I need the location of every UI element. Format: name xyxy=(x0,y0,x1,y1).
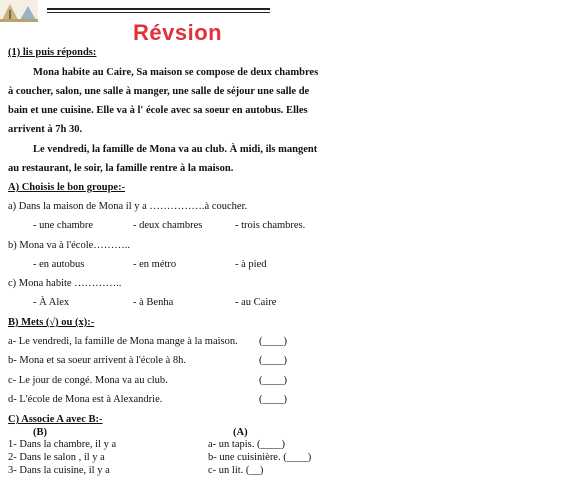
reading-line-6: au restaurant, le soir, la famille rentre à la maison. xyxy=(8,163,234,174)
partC-right-b[interactable]: b- une cuisinière. (____) xyxy=(208,452,312,463)
partB-item-a-mark[interactable]: (____) xyxy=(259,336,287,347)
partC-right-c[interactable]: c- un lit. (__) xyxy=(208,465,264,476)
section1-heading: (1) lis puis réponds: xyxy=(8,47,97,58)
partC-col-B-label: (B) xyxy=(33,427,47,438)
partB-item-d-mark[interactable]: (____) xyxy=(259,394,287,405)
partB-item-c: c- Le jour de congé. Mona va au club. xyxy=(8,375,168,386)
partB-item-b: b- Mona et sa soeur arrivent à l'école à 8h. xyxy=(8,355,186,366)
reading-line-3: bain et une cuisine. Elle va à l' école avec sa soeur en autobus. Elles xyxy=(8,105,308,116)
header-rule-bottom xyxy=(47,12,270,13)
partA-q-a-option-2[interactable]: - deux chambres xyxy=(133,220,203,231)
reading-line-2: à coucher, salon, une salle à manger, une salle de séjour une salle de xyxy=(8,86,310,97)
partA-q-b-option-1[interactable]: - en autobus xyxy=(33,259,85,270)
partA-q-b-option-3[interactable]: - à pied xyxy=(235,259,267,270)
partA-q-c-option-1[interactable]: - À Alex xyxy=(33,297,70,308)
reading-line-1: Mona habite au Caire, Sa maison se compose de deux chambres xyxy=(33,67,319,78)
partA-heading: A) Choisis le bon groupe:- xyxy=(8,182,126,193)
partA-q-a-option-3[interactable]: - trois chambres. xyxy=(235,220,306,231)
partB-heading: B) Mets (√) ou (x):- xyxy=(8,317,95,328)
partB-item-b-mark[interactable]: (____) xyxy=(259,355,287,366)
reading-line-5: Le vendredi, la famille de Mona va au club. À midi, ils mangent xyxy=(33,144,318,155)
partC-right-a[interactable]: a- un tapis. (____) xyxy=(208,439,285,450)
partA-q-c-option-3[interactable]: - au Caire xyxy=(235,297,277,308)
partA-question-a: a) Dans la maison de Mona il y a …………….à coucher. xyxy=(8,201,248,212)
partB-item-c-mark[interactable]: (____) xyxy=(259,375,287,386)
partA-question-b: b) Mona va à l'école……….. xyxy=(8,240,131,251)
partA-q-c-option-2[interactable]: - à Benha xyxy=(133,297,174,308)
header-decoration-icon xyxy=(0,0,38,22)
partA-q-b-option-2[interactable]: - en métro xyxy=(133,259,177,270)
partC-left-3: 3- Dans la cuisine, il y a xyxy=(8,465,110,476)
partB-item-d: d- L'école de Mona est à Alexandrie. xyxy=(8,394,163,405)
partB-item-a: a- Le vendredi, la famille de Mona mange à la maison. xyxy=(8,336,238,347)
page-title: Révsion xyxy=(133,20,223,45)
partA-question-c: c) Mona habite ………….. xyxy=(8,278,122,289)
partA-q-a-option-1[interactable]: - une chambre xyxy=(33,220,94,231)
header-rule-top xyxy=(47,8,270,10)
partC-left-1: 1- Dans la chambre, il y a xyxy=(8,439,117,450)
reading-line-4: arrivent à 7h 30. xyxy=(8,124,83,135)
partC-left-2: 2- Dans le salon , il y a xyxy=(8,452,105,463)
partC-heading: C) Associe A avec B:- xyxy=(8,414,103,425)
partC-col-A-label: (A) xyxy=(233,427,248,438)
